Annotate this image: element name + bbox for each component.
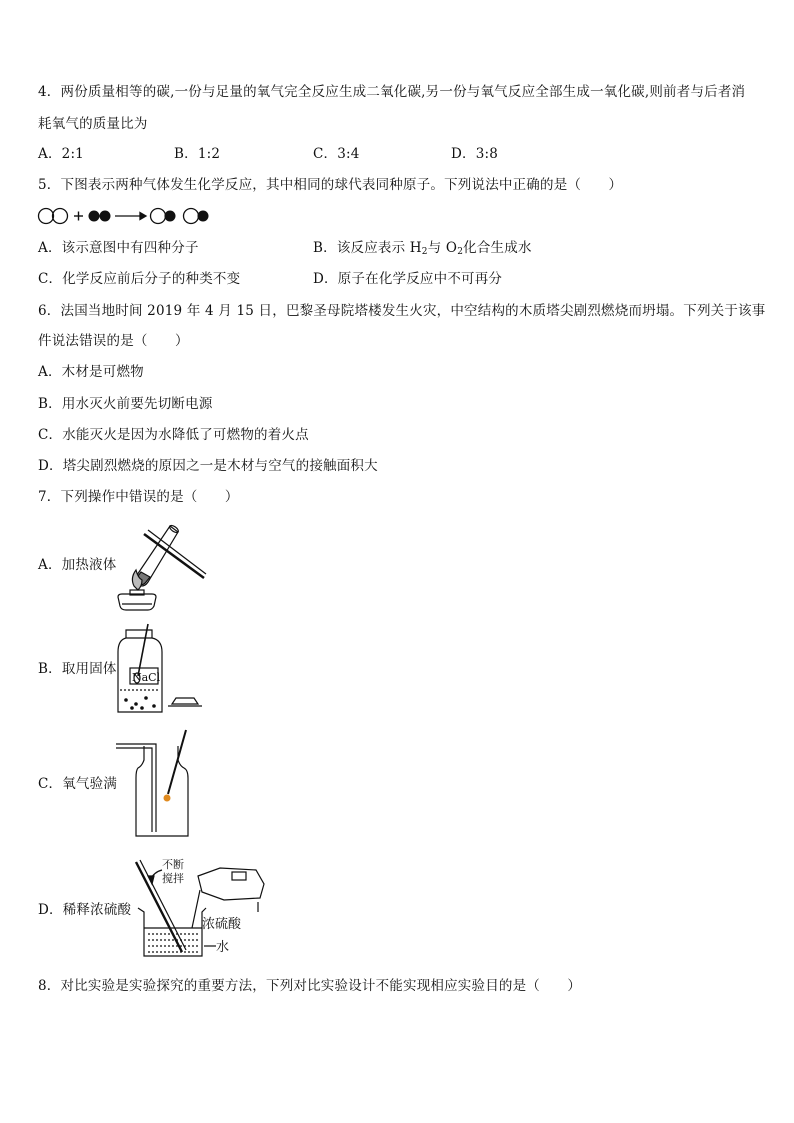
reaction-arrow <box>115 213 146 220</box>
q6-stem-line1: 6．法国当地时间 2019 年 4 月 15 日，巴黎圣母院塔楼发生火灾，中空结构的木质塔尖剧烈燃烧而坍塌。下列关于该事 <box>38 303 766 319</box>
q6-option-d: D．塔尖剧烈燃烧的原因之一是木材与空气的接触面积大 <box>38 458 378 474</box>
q4-option-c: C．3:4 <box>313 146 360 162</box>
nacl-label: NaCl <box>132 671 161 684</box>
q5-option-a: A．该示意图中有四种分子 <box>38 240 199 256</box>
q5-option-b-sub1: 2 <box>421 247 428 257</box>
q4-option-b: B．1:2 <box>174 146 221 162</box>
heating-liquid-illustration <box>108 520 212 612</box>
stir-label-2: 搅拌 <box>162 872 184 885</box>
q5-option-c: C．化学反应前后分子的种类不变 <box>38 271 241 287</box>
plus-sign <box>74 212 83 221</box>
q5-option-b <box>313 238 532 262</box>
q6-option-a: A．木材是可燃物 <box>38 364 144 380</box>
glowing-splint-tip <box>164 795 171 802</box>
q5-option-d: D．原子在化学反应中不可再分 <box>313 271 503 287</box>
stir-label-1: 不断 <box>162 858 184 871</box>
q4-stem-line1: 4．两份质量相等的碳,一份与足量的氧气完全反应生成二氧化碳,另一份与氧气反应全部生成一氧化碳,则前者与后者消 <box>38 84 746 100</box>
product-molecule-2 <box>184 209 209 224</box>
q4-option-d: D．3:8 <box>451 146 499 162</box>
taking-solid-illustration <box>116 620 204 714</box>
q5-option-b-sub2: 2 <box>457 247 464 257</box>
q6-option-c: C．水能灭火是因为水降低了可燃物的着火点 <box>38 427 309 443</box>
q7-stem: 7．下列操作中错误的是（ ） <box>38 489 239 505</box>
product-molecule-1 <box>151 209 176 224</box>
oxygen-test-illustration <box>114 728 194 840</box>
o2-molecule <box>89 211 111 222</box>
q5-option-b-text2: 与 O <box>427 240 458 256</box>
q4-stem-line2: 耗氧气的质量比为 <box>38 116 148 132</box>
acid-label: 浓硫酸 <box>202 917 242 932</box>
diluting-acid-illustration <box>128 850 278 962</box>
q8-stem: 8．对比实验是实验探究的重要方法，下列对比实验设计不能实现相应实验目的是（ ） <box>38 978 582 994</box>
q5-option-b-text1: B．该反应表示 H <box>313 240 422 256</box>
q6-stem-line2: 件说法错误的是（ ） <box>38 333 189 349</box>
q6-option-b: B．用水灭火前要先切断电源 <box>38 396 213 412</box>
q5-stem: 5．下图表示两种气体发生化学反应，其中相同的球代表同种原子。下列说法中正确的是（ ） <box>38 177 623 193</box>
q7-option-a: A．加热液体 <box>38 557 117 573</box>
water-label: 水 <box>216 940 230 955</box>
q4-option-a: A．2:1 <box>38 146 84 162</box>
q5-option-b-text3: 化合生成水 <box>463 240 532 256</box>
h2-molecule <box>39 209 68 224</box>
molecule-reaction-diagram <box>36 205 222 227</box>
q7-option-c: C．氧气验满 <box>38 776 118 792</box>
q7-option-d: D．稀释浓硫酸 <box>38 902 132 918</box>
q7-option-b: B．取用固体 <box>38 661 117 677</box>
